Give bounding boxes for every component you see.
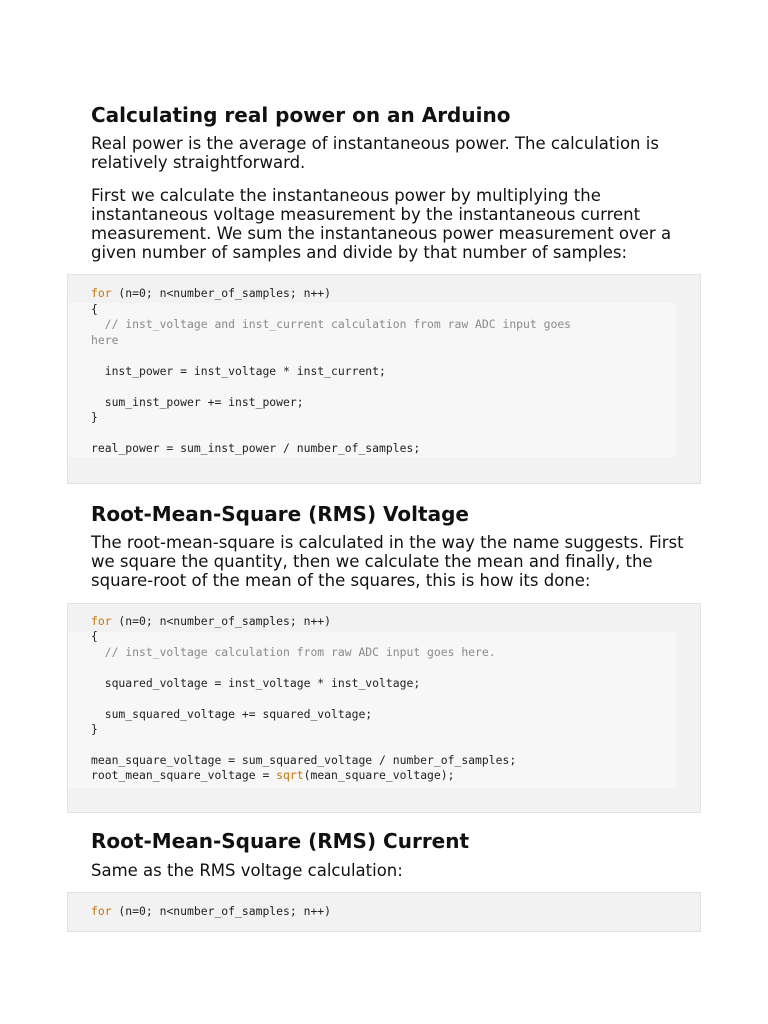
code-comment: here (91, 333, 119, 347)
code-keyword: for (91, 614, 112, 628)
code-text: (n=0; n<number_of_samples; n++) (111, 614, 332, 628)
code-line (91, 768, 454, 784)
code-keyword: for (91, 286, 112, 300)
code-line (91, 286, 331, 302)
section-title-rms-voltage: Root-Mean-Square (RMS) Voltage (91, 502, 469, 526)
code-line: real_power = sum_inst_power / number_of_samples; (91, 441, 421, 455)
code-line: inst_power = inst_voltage * inst_current; (91, 364, 386, 378)
code-keyword: for (91, 904, 112, 918)
code-text: (n=0; n<number_of_samples; n++) (111, 904, 332, 918)
code-line: sum_squared_voltage += squared_voltage; (91, 707, 373, 721)
paragraph-rms-current: Same as the RMS voltage calculation: (91, 861, 403, 880)
code-line: squared_voltage = inst_voltage * inst_voltage; (91, 676, 421, 690)
paragraph-rms-voltage: The root-mean-square is calculated in the way the name suggests. First we square the quantity, then we calculate the mean and finally, the square-root of the mean of the squares, this is how its done: (91, 533, 684, 590)
code-line: { (91, 629, 98, 643)
section-title-real-power: Calculating real power on an Arduino (91, 103, 511, 127)
code-line: } (91, 410, 98, 424)
section-title-rms-current: Root-Mean-Square (RMS) Current (91, 829, 470, 853)
paragraph-real-power-method: First we calculate the instantaneous power by multiplying the instantaneous voltage measurement by the instantaneous current measurement. We sum the instantaneous power measurement over a given number of samples and divide by that number of samples: (91, 186, 672, 262)
code-keyword: sqrt (276, 768, 304, 782)
code-line (91, 904, 331, 920)
paragraph-real-power-intro: Real power is the average of instantaneous power. The calculation is relatively straightforward. (91, 134, 659, 172)
code-text: (n=0; n<number_of_samples; n++) (111, 286, 332, 300)
code-comment: // inst_voltage calculation from raw ADC input goes here. (91, 645, 496, 659)
code-comment: // inst_voltage and inst_current calculation from raw ADC input goes (91, 317, 572, 331)
code-line (91, 614, 331, 630)
code-text: (mean_square_voltage); (303, 768, 455, 782)
code-line: mean_square_voltage = sum_squared_voltage / number_of_samples; (91, 753, 517, 767)
code-line: } (91, 722, 98, 736)
code-line: { (91, 302, 98, 316)
code-line: sum_inst_power += inst_power; (91, 395, 304, 409)
code-text: root_mean_square_voltage = (91, 768, 277, 782)
